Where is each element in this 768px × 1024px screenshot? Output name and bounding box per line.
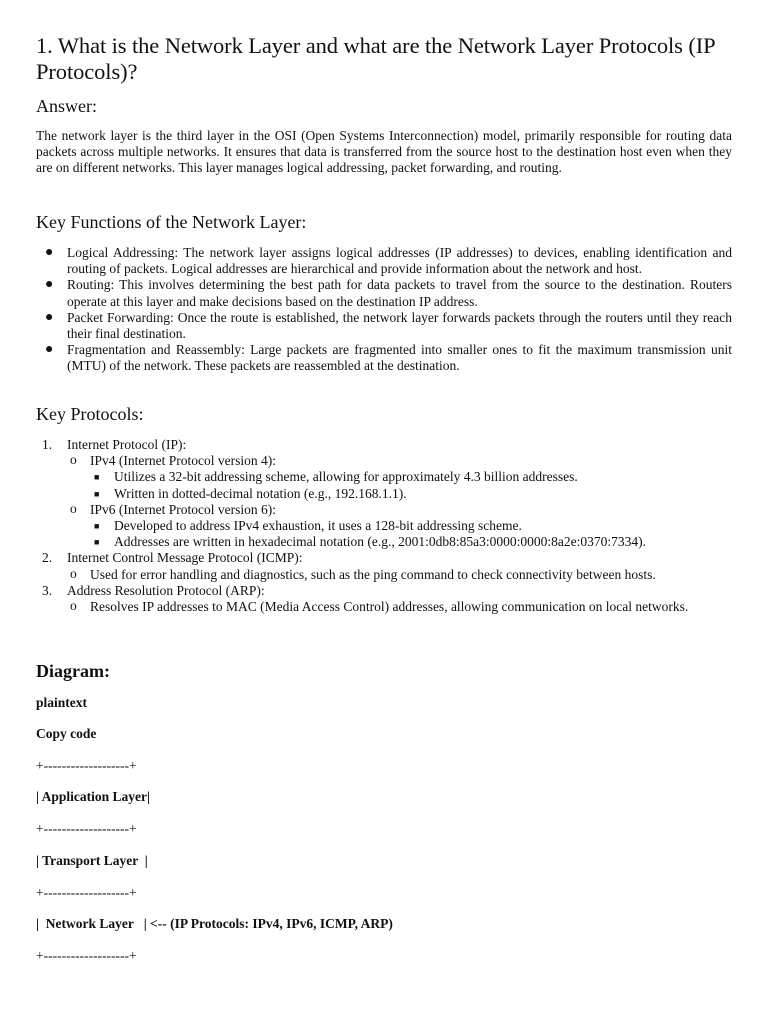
list-item: ● Routing: This involves determining the best path for data packets to travel from the source to the destination. Routers operate at this layer and make decisions based on the destination IP address.	[45, 277, 732, 309]
diagram-border: +-------------------+	[36, 821, 137, 836]
protocol-ip: 1. Internet Protocol (IP): o IPv4 (Internet Protocol version 4): ■ Utilizes a 32-bit addressing scheme, allowing for approximately 4.3 billion addresses. ■ Written in dotted-decimal notation (e.g., 192.168.1.1). o IPv6 (Internet Protocol version 6): ■ Developed to address IPv4 exhaustion, it uses a 128-bit addressing scheme. ■ Addresses are written in hexadecimal notation (e.g., 2001:0db8:85a3:0000:0000:8a2e:0370:7334).	[36, 437, 732, 550]
list-item: ● Packet Forwarding: Once the route is established, the network layer forwards packets through the routers until they reach their final destination.	[45, 309, 732, 342]
list-item: ● Logical Addressing: The network layer assigns logical addresses (IP addresses) to devices, enabling identification and routing of packets. Logical addresses are hierarchical and provide information about the network and host.	[45, 245, 732, 277]
diagram-network-layer: | Network Layer | <-- (IP Protocols: IPv4, IPv6, ICMP, ARP)	[36, 916, 393, 931]
copy-code-button[interactable]: Copy code	[36, 726, 97, 741]
functions-heading: Key Functions of the Network Layer:	[36, 212, 307, 232]
square-bullet-icon: ■	[94, 521, 100, 532]
protocols-heading: Key Protocols:	[36, 404, 144, 424]
list-item: o Used for error handling and diagnostics, such as the ping command to check connectivity between hosts.	[70, 565, 656, 582]
list-item-ipv6: o IPv6 (Internet Protocol version 6): ■ Developed to address IPv4 exhaustion, it uses a 128-bit addressing scheme. ■ Addresses are written in hexadecimal notation (e.g., 2001:0db8:85a3:0000:0000:8a2e:0370:7334).	[36, 502, 732, 551]
list-item: ■ Utilizes a 32-bit addressing scheme, allowing for approximately 4.3 billion addresses.	[94, 469, 578, 485]
diagram-border: +-------------------+	[36, 885, 137, 900]
square-bullet-icon: ■	[94, 537, 100, 548]
answer-heading: Answer:	[36, 96, 97, 116]
list-item: o Resolves IP addresses to MAC (Media Access Control) addresses, allowing communication on local networks.	[70, 598, 689, 615]
circle-bullet-icon: o	[70, 598, 77, 614]
functions-list	[36, 245, 732, 375]
diagram-border: +-------------------+	[36, 758, 137, 773]
diagram-application-layer: | Application Layer|	[36, 789, 150, 804]
list-item: ● Fragmentation and Reassembly: Large packets are fragmented into smaller ones to fit the maximum transmission unit (MTU) of the network. These packets are reassembled at the destination.	[45, 342, 732, 374]
protocols-list	[36, 437, 732, 615]
bullet-icon: ●	[45, 309, 54, 325]
list-item-ipv4: o IPv4 (Internet Protocol version 4): ■ Utilizes a 32-bit addressing scheme, allowing for approximately 4.3 billion addresses. ■ Written in dotted-decimal notation (e.g., 192.168.1.1).	[36, 453, 732, 502]
page-title: 1. What is the Network Layer and what are the Network Layer Protocols (IP Protocols)?	[36, 33, 715, 84]
diagram-transport-layer: | Transport Layer |	[36, 853, 148, 868]
bullet-icon: ●	[45, 245, 54, 260]
circle-bullet-icon: o	[70, 500, 77, 516]
square-bullet-icon: ■	[94, 472, 100, 483]
intro-paragraph: The network layer is the third layer in the OSI (Open Systems Interconnection) model, primarily responsible for routing data packets across multiple networks. It ensures that data is transferred from the source host to the destination host even when they are on different networks. This layer manages logical addressing, packet forwarding, and routing.	[36, 128, 732, 176]
list-item: ■ Addresses are written in hexadecimal notation (e.g., 2001:0db8:85a3:0000:0000:8a2e:0370:7334).	[94, 534, 647, 550]
list-item: ■ Developed to address IPv4 exhaustion, it uses a 128-bit addressing scheme.	[94, 518, 522, 534]
diagram-heading: Diagram:	[36, 661, 110, 681]
bullet-icon: ●	[45, 342, 54, 358]
diagram-border: +-------------------+	[36, 948, 137, 963]
circle-bullet-icon: o	[70, 565, 77, 581]
square-bullet-icon: ■	[94, 488, 100, 499]
protocol-icmp: 2. Internet Control Message Protocol (ICMP): o Used for error handling and diagnostics, such as the ping command to check connectivity between hosts.	[36, 550, 732, 582]
protocol-arp: 3. Address Resolution Protocol (ARP): o Resolves IP addresses to MAC (Media Access Control) addresses, allowing communication on local networks.	[36, 583, 732, 615]
list-item: ■ Written in dotted-decimal notation (e.g., 192.168.1.1).	[94, 485, 407, 501]
circle-bullet-icon: o	[70, 452, 77, 468]
code-language-label: plaintext	[36, 695, 88, 710]
bullet-icon: ●	[45, 277, 54, 293]
